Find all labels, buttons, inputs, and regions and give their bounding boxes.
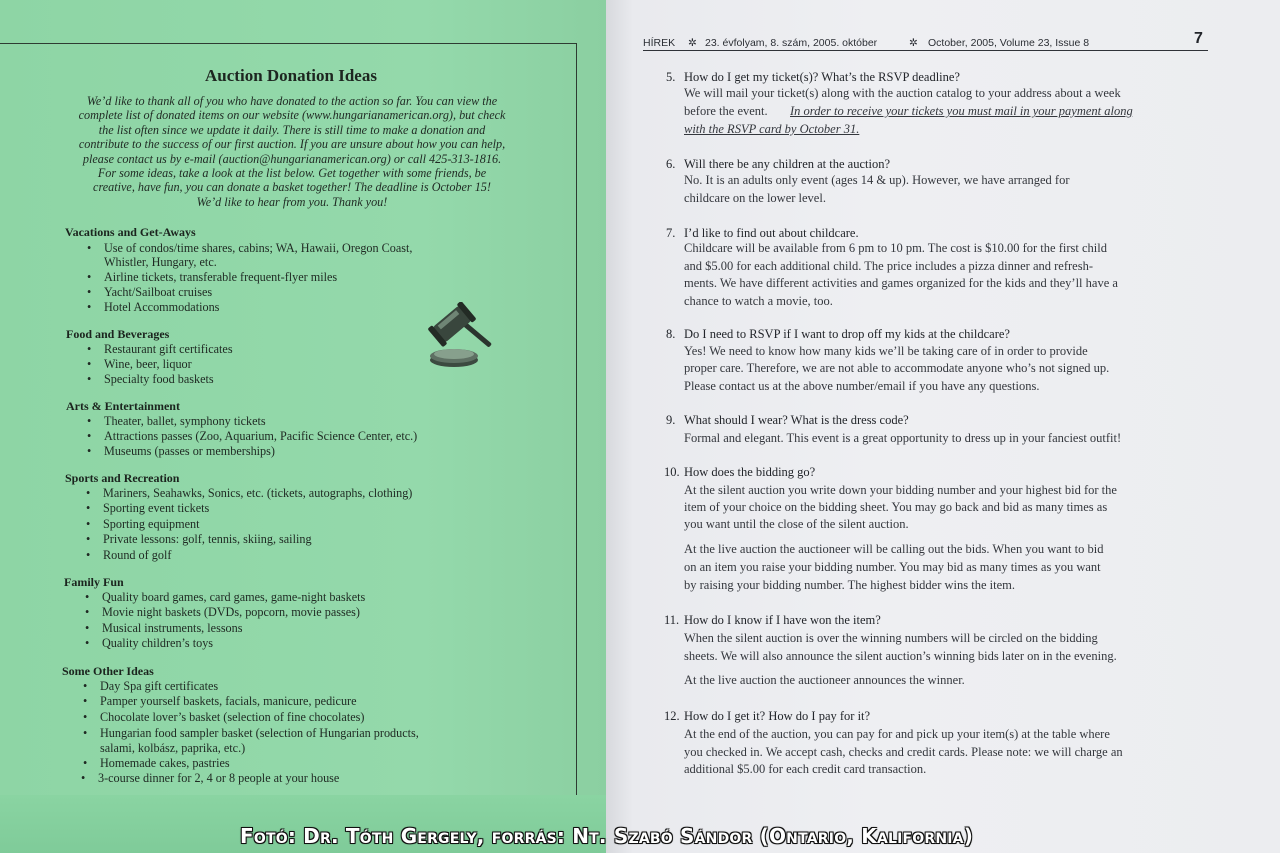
item-text: Quality board games, card games, game-night baskets <box>102 590 366 604</box>
answer-underlined: In order to receive your tickets you must mail in your payment along <box>790 104 1133 118</box>
separator-icon: ✲ <box>688 37 697 49</box>
issue-hungarian: 23. évfolyam, 8. szám, 2005. október <box>705 37 878 49</box>
question-number: 8. <box>666 327 676 341</box>
answer-line: childcare on the lower level. <box>684 191 826 205</box>
bullet: • <box>83 679 88 693</box>
category-sports-title: Sports and Recreation <box>65 471 180 485</box>
category-item <box>81 771 340 785</box>
item-text: Specialty food baskets <box>104 372 214 386</box>
header-rule <box>643 50 1208 51</box>
answer-line: chance to watch a movie, too. <box>684 294 833 308</box>
bullet: • <box>87 300 92 314</box>
answer-line: At the live auction the auctioneer will be calling out the bids. When you want to bid <box>684 542 1104 556</box>
intro-line: We’d like to hear from you. Thank you! <box>196 194 388 209</box>
category-item <box>87 241 413 255</box>
intro-line: complete list of donated items on our website (www.hungarianamerican.org), but check <box>78 108 506 123</box>
category-item <box>83 710 365 724</box>
question-number: 9. <box>666 413 676 427</box>
bullet: • <box>87 270 92 284</box>
gavel-icon <box>426 302 498 374</box>
item-text: Yacht/Sailboat cruises <box>104 285 213 299</box>
item-text: Homemade cakes, pastries <box>100 756 230 770</box>
category-item <box>86 486 413 500</box>
category-item-continuation: Whistler, Hungary, etc. <box>104 255 217 269</box>
item-text: Day Spa gift certificates <box>100 679 219 693</box>
answer-line: When the silent auction is over the winning numbers will be circled on the bidding <box>684 631 1098 645</box>
item-text: 3-course dinner for 2, 4 or 8 people at your house <box>98 771 340 785</box>
item-text: Restaurant gift certificates <box>104 342 233 356</box>
answer-line: sheets. We will also announce the silent auction’s winning bids later on in the evening. <box>684 649 1117 663</box>
page-number: 7 <box>1194 30 1203 47</box>
answer-line: At the live auction the auctioneer announces the winner. <box>684 673 965 687</box>
bullet: • <box>87 357 92 371</box>
item-text: Quality children’s toys <box>102 636 214 650</box>
bullet: • <box>86 501 91 515</box>
bullet: • <box>86 532 91 546</box>
bullet: • <box>87 241 92 255</box>
question-text: How does the bidding go? <box>684 465 816 479</box>
newsletter-name: HÍREK <box>643 37 676 49</box>
intro-line: For some ideas, take a look at the list below. Get together with some friends, be <box>97 166 487 181</box>
category-item <box>85 621 243 635</box>
bullet: • <box>87 429 92 443</box>
donation-title: Auction Donation Ideas <box>205 66 377 85</box>
answer-line: No. It is an adults only event (ages 14 & up). However, we have arranged for <box>684 173 1070 187</box>
category-item <box>86 501 210 515</box>
category-item <box>83 756 230 770</box>
category-item <box>85 605 360 619</box>
bullet: • <box>81 771 86 785</box>
item-text: Private lessons: golf, tennis, skiing, sailing <box>103 532 312 546</box>
category-item <box>87 270 338 284</box>
answer-line: Yes! We need to know how many kids we’ll be taking care of in order to provide <box>684 344 1088 358</box>
bullet: • <box>86 548 91 562</box>
question-number: 12. <box>664 709 680 723</box>
category-item <box>87 342 233 356</box>
category-vacations-title: Vacations and Get-Aways <box>65 225 196 239</box>
bullet: • <box>87 285 92 299</box>
separator-icon: ✲ <box>909 37 918 49</box>
category-item-continuation: salami, kolbász, paprika, etc.) <box>100 741 246 755</box>
answer-line: Childcare will be available from 6 pm to 10 pm. The cost is $10.00 for the first child <box>684 241 1107 255</box>
bullet: • <box>83 726 88 740</box>
answer-line: you checked in. We accept cash, checks and credit cards. Please note: we will charge an <box>684 745 1123 759</box>
item-text: Musical instruments, lessons <box>102 621 243 635</box>
category-item <box>86 517 200 531</box>
item-text: Mariners, Seahawks, Sonics, etc. (tickets, autographs, clothing) <box>103 486 413 500</box>
question-text: What should I wear? What is the dress code? <box>684 413 909 427</box>
intro-line: creative, have fun, you can donate a basket together! The deadline is October 15! <box>93 180 491 195</box>
answer-line: and $5.00 for each additional child. The price includes a pizza dinner and refresh- <box>684 259 1093 273</box>
category-item <box>87 414 266 428</box>
question-number: 5. <box>666 70 676 84</box>
answer-underlined: with the RSVP card by October 31. <box>684 122 860 136</box>
bullet: • <box>87 414 92 428</box>
item-text: Theater, ballet, symphony tickets <box>104 414 266 428</box>
answer-line: Formal and elegant. This event is a great opportunity to dress up in your fanciest outfit! <box>684 431 1122 445</box>
answer-line: you want until the close of the silent auction. <box>684 517 909 531</box>
item-text: Museums (passes or memberships) <box>104 444 275 458</box>
bullet: • <box>86 486 91 500</box>
item-text: Attractions passes (Zoo, Aquarium, Pacific Science Center, etc.) <box>104 429 418 443</box>
bullet: • <box>83 756 88 770</box>
intro-line: contribute to the success of our first auction. If you are unsure about how you can help, <box>78 137 506 152</box>
category-item <box>83 694 357 708</box>
intro-line: please contact us by e-mail (auction@hungarianamerican.org) or call 425-313-1816. <box>82 151 502 166</box>
answer-line: Please contact us at the above number/email if you have any questions. <box>684 379 1040 393</box>
item-text: Pamper yourself baskets, facials, manicure, pedicure <box>100 694 357 708</box>
category-item <box>85 636 214 650</box>
bullet: • <box>86 517 91 531</box>
question-text: How do I get it? How do I pay for it? <box>684 709 871 723</box>
photo-credit: Fotó: Dr. Tóth Gergely, forrás: Nt. Szabó Sándor (Ontario, Kalifornia) <box>240 824 974 848</box>
category-item <box>83 726 419 740</box>
category-item <box>87 300 220 314</box>
category-food-title: Food and Beverages <box>66 327 170 341</box>
answer-line: additional $5.00 for each credit card transaction. <box>684 762 927 776</box>
issue-english: October, 2005, Volume 23, Issue 8 <box>928 37 1090 49</box>
answer-line: At the silent auction you write down your bidding number and your highest bid for the <box>684 483 1117 497</box>
intro-line: We’d like to thank all of you who have donated to the action so far. You can view the <box>86 94 498 108</box>
item-text: Sporting equipment <box>103 517 200 531</box>
question-text: Will there be any children at the auction? <box>684 157 891 171</box>
bullet: • <box>85 621 90 635</box>
item-text: Wine, beer, liquor <box>104 357 192 371</box>
newsletter-header <box>643 37 1208 51</box>
answer-line: proper care. Therefore, we are not able to accommodate anyone who’s not signed up. <box>684 361 1110 375</box>
bullet: • <box>83 710 88 724</box>
question-text: How do I get my ticket(s)? What’s the RSVP deadline? <box>684 70 960 84</box>
answer-line: on an item you raise your bidding number. You may bid as many times as you want <box>684 560 1101 574</box>
bullet: • <box>87 372 92 386</box>
category-item <box>86 532 312 546</box>
category-family-title: Family Fun <box>64 575 124 589</box>
question-text: Do I need to RSVP if I want to drop off my kids at the childcare? <box>684 327 1010 341</box>
question-number: 10. <box>664 465 680 479</box>
answer-line: by raising your bidding number. The highest bidder wins the item. <box>684 578 1015 592</box>
question-text: I’d like to find out about childcare. <box>684 226 859 240</box>
item-text: Chocolate lover’s basket (selection of fine chocolates) <box>100 710 365 724</box>
item-text: Round of golf <box>103 548 172 562</box>
category-item <box>87 357 192 371</box>
question-number: 11. <box>664 613 680 627</box>
category-item <box>85 590 366 604</box>
item-text: Hungarian food sampler basket (selection of Hungarian products, <box>100 726 419 740</box>
bullet: • <box>87 342 92 356</box>
bullet: • <box>83 694 88 708</box>
answer-line: At the end of the auction, you can pay for and pick up your item(s) at the table where <box>684 727 1110 741</box>
bullet: • <box>85 636 90 650</box>
category-arts-title: Arts & Entertainment <box>66 399 180 413</box>
question-number: 6. <box>666 157 676 171</box>
intro-line: the list often since we update it daily. There is still time to make a donation and <box>98 122 486 137</box>
question-number: 7. <box>666 226 676 240</box>
item-text: Airline tickets, transferable frequent-flyer miles <box>104 270 338 284</box>
question-text: How do I know if I have won the item? <box>684 613 881 627</box>
category-item <box>87 285 213 299</box>
category-item <box>86 548 172 562</box>
answer-line: before the event. <box>684 104 768 118</box>
category-item <box>87 444 275 458</box>
item-text: Hotel Accommodations <box>104 300 220 314</box>
category-item <box>87 372 214 386</box>
item-text: Sporting event tickets <box>103 501 210 515</box>
answer-line: item of your choice on the bidding sheet. You may go back and bid as many times as <box>684 500 1108 514</box>
item-text: Use of condos/time shares, cabins; WA, Hawaii, Oregon Coast, <box>104 241 413 255</box>
answer-line: ments. We have different activities and games organized for the kids and they’ll have a <box>684 276 1118 290</box>
category-other-title: Some Other Ideas <box>62 664 154 678</box>
answer-line: We will mail your ticket(s) along with the auction catalog to your address about a week <box>684 86 1121 100</box>
category-item <box>83 679 219 693</box>
bullet: • <box>85 605 90 619</box>
donation-intro <box>30 94 554 209</box>
bullet: • <box>85 590 90 604</box>
bullet: • <box>87 444 92 458</box>
category-item <box>87 429 418 443</box>
item-text: Movie night baskets (DVDs, popcorn, movie passes) <box>102 605 360 619</box>
